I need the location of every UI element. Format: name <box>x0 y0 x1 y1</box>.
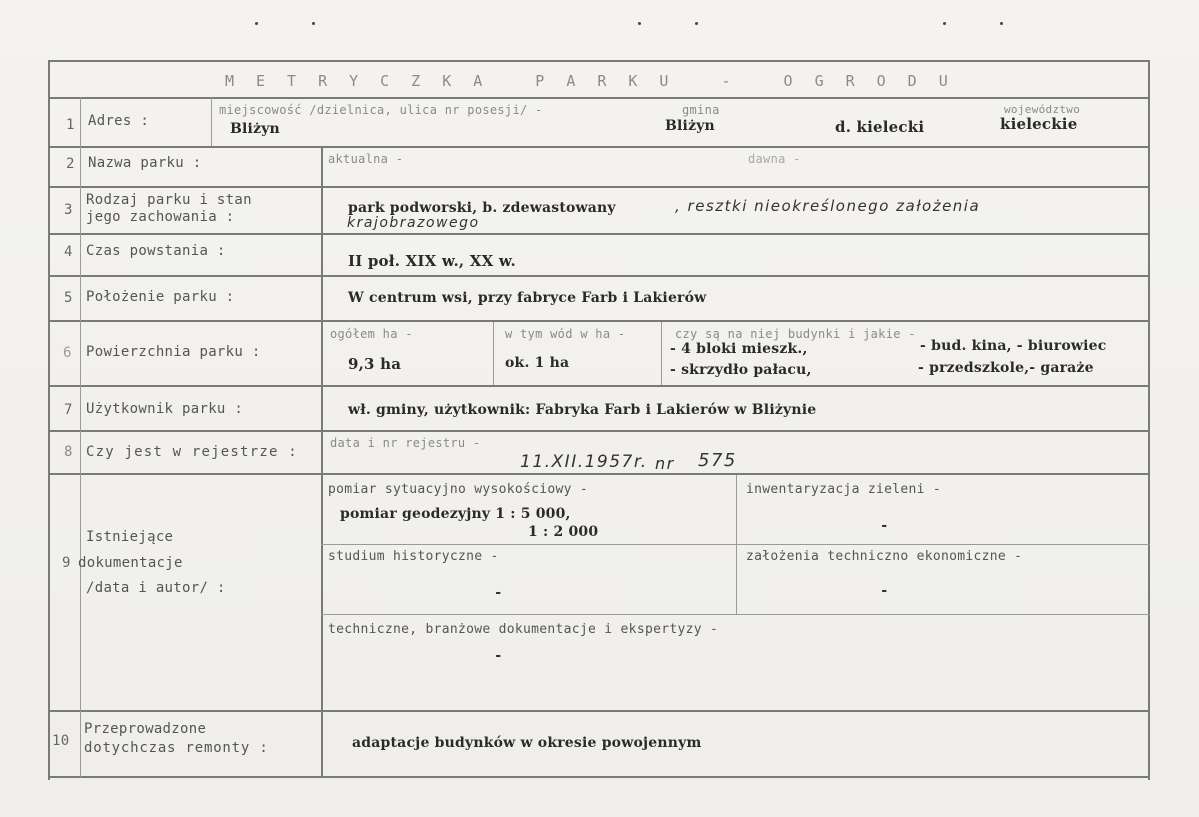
row-label: Istniejące <box>86 529 174 545</box>
dot <box>255 22 258 25</box>
field-prompt: data i nr rejestru - <box>330 436 481 450</box>
row-divider <box>48 275 1150 277</box>
row-number: 5 <box>64 290 73 306</box>
field-prompt: dawna - <box>748 152 801 166</box>
park-type-handwritten: krajobrazowego <box>347 215 480 231</box>
field-prompt: w tym wód w ha - <box>505 327 626 341</box>
renovations: adaptacje budynków w okresie powojennym <box>352 735 702 751</box>
row-label: Przeprowadzone <box>84 721 207 737</box>
row-label: Rodzaj parku i stan <box>86 192 252 208</box>
field-prompt: gmina <box>682 103 720 117</box>
address-gmina: Bliżyn <box>665 118 715 134</box>
address-voivodeship: kieleckie <box>1000 115 1078 133</box>
r9-divider <box>321 544 1150 545</box>
row-number: 8 <box>64 444 73 460</box>
row-number: 9 <box>62 555 71 571</box>
buildings: - skrzydło pałacu, <box>670 362 812 378</box>
field-prompt: studium historyczne - <box>328 549 499 564</box>
inventory-value: - <box>880 518 889 534</box>
row-divider <box>48 473 1150 475</box>
row-number: 1 <box>66 117 75 133</box>
row-label: Powierzchnia parku : <box>86 344 261 360</box>
field-prompt: miejscowość /dzielnica, ulica nr posesji/ - <box>219 103 543 117</box>
origin-date: II poł. XIX w., XX w. <box>348 252 516 270</box>
row-divider <box>48 430 1150 432</box>
dot <box>638 22 641 25</box>
frame-right <box>1148 60 1150 780</box>
technical-value: - <box>494 648 503 664</box>
row-divider <box>48 146 1150 148</box>
row-label: Czas powstania : <box>86 243 226 259</box>
row-label: Czy jest w rejestrze : <box>86 444 298 460</box>
row-divider <box>48 385 1150 387</box>
row-divider <box>48 97 1150 99</box>
field-prompt: aktualna - <box>328 152 404 166</box>
park-type-typed: park podworski, b. zdewastowany <box>348 200 616 216</box>
row-number: 2 <box>66 156 75 172</box>
location: W centrum wsi, przy fabryce Farb i Lakierów <box>348 290 707 306</box>
r9-divider <box>736 475 737 615</box>
row-label: Adres : <box>88 113 150 129</box>
row-label: Nazwa parku : <box>88 155 202 171</box>
register-date: 11.XII.1957r. <box>520 452 648 472</box>
label-col-divider <box>321 146 323 778</box>
field-prompt: ogółem ha - <box>330 327 413 341</box>
survey-value: 1 : 2 000 <box>528 524 599 540</box>
area-water: ok. 1 ha <box>505 355 570 371</box>
field-prompt: czy są na niej budynki i jakie - <box>675 327 916 341</box>
r9-divider <box>321 614 1150 615</box>
dot <box>312 22 315 25</box>
row-divider <box>48 186 1150 188</box>
row-divider <box>48 320 1150 322</box>
num-col-divider <box>80 97 81 777</box>
field-prompt: województwo <box>1004 103 1081 116</box>
row-number: 10 <box>52 733 70 749</box>
row-label: Użytkownik parku : <box>86 401 244 417</box>
row-number: 4 <box>64 244 73 260</box>
row-divider <box>48 710 1150 712</box>
buildings: - 4 bloki mieszk., <box>670 341 808 357</box>
study-value: - <box>494 585 503 601</box>
assumptions-value: - <box>880 583 889 599</box>
row-number: 7 <box>64 402 73 418</box>
register-number: 575 <box>698 450 737 471</box>
row-label: dokumentacje <box>78 555 183 571</box>
survey-value: pomiar geodezyjny 1 : 5 000, <box>340 506 571 522</box>
dot <box>695 22 698 25</box>
park-user: wł. gminy, użytkownik: Fabryka Farb i Lakierów w Bliżynie <box>348 402 817 418</box>
field-prompt: pomiar sytuacyjno wysokościowy - <box>328 482 589 497</box>
row-number: 3 <box>64 202 73 218</box>
r6-divider <box>661 322 662 385</box>
field-prompt: techniczne, branżowe dokumentacje i ekspertyzy - <box>328 622 719 637</box>
form-title: METRYCZKA PARKU - OGRODU <box>225 72 970 90</box>
row-number: 6 <box>63 345 72 361</box>
row-label: /data i autor/ : <box>86 580 226 596</box>
park-type-handwritten: , resztki nieokreślonego założenia <box>675 197 981 215</box>
field-prompt: założenia techniczno ekonomiczne - <box>746 549 1023 564</box>
dot <box>943 22 946 25</box>
area-total: 9,3 ha <box>348 355 402 373</box>
frame-left <box>48 60 50 780</box>
dot <box>1000 22 1003 25</box>
frame-bottom <box>48 776 1150 778</box>
row-label: jego zachowania : <box>86 209 235 225</box>
row-label: Położenie parku : <box>86 289 235 305</box>
row-divider <box>48 233 1150 235</box>
addr-col-divider <box>211 97 212 146</box>
address-powiat: d. kielecki <box>835 118 925 136</box>
address-town: Bliżyn <box>230 121 280 137</box>
row-label: dotychczas remonty : <box>84 740 269 756</box>
r6-divider <box>493 322 494 385</box>
buildings: - przedszkole,- garaże <box>918 360 1094 376</box>
register-nr-prefix: nr <box>655 454 675 473</box>
field-prompt: inwentaryzacja zieleni - <box>746 482 942 497</box>
frame-top <box>48 60 1150 62</box>
buildings: - bud. kina, - biurowiec <box>920 338 1107 354</box>
